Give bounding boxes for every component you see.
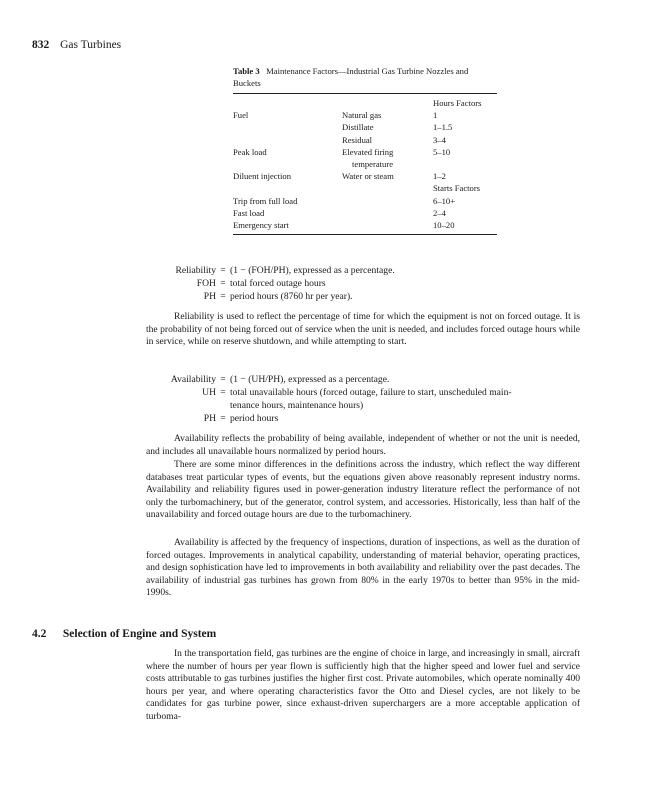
formula-rhs: total forced outage hours xyxy=(230,278,326,289)
table-cell-factor: Fuel xyxy=(233,110,249,121)
paragraph-availability: Availability reflects the probability of being available, independent of whether or not the unit is needed, and includes all unavailable hours normalized by period hours. xyxy=(146,433,580,457)
table-row xyxy=(233,97,497,109)
table-cell-factor: Emergency start xyxy=(233,220,289,231)
formula-rhs: (1 − (FOH/PH), expressed as a percentage. xyxy=(230,265,395,276)
formula-rhs: tenance hours, maintenance hours) xyxy=(230,400,364,411)
section-heading xyxy=(32,628,216,640)
table-cell-value: 10–20 xyxy=(433,220,455,231)
paragraph-transportation: In the transportation field, gas turbines are the engine of choice in large, and increasingly in small, aircraft where the number of hours per year flown is sufficiently high that the higher speed and lower fuel and service costs attributable to gas turbines justifies the higher first cost. Private automobiles, which operate nominally 400 hours per year, and where operating characteristics favor the Otto and Diesel cycles, are not likely to be candidates for gas turbine power, since exhaust-driven superchargers are a more acceptable application of turboma- xyxy=(146,648,580,722)
formula-rhs: period hours xyxy=(230,413,279,424)
formula-line: UH = total unavailable hours (forced outage, failure to start, unscheduled main- xyxy=(146,386,512,399)
table-row xyxy=(233,207,497,219)
table-cell-value: 6–10+ xyxy=(433,195,456,206)
table-bottom-rule xyxy=(233,234,497,235)
paragraph-reliability: Reliability is used to reflect the percentage of time for which the equipment is not on forced outage. It is the probability of not being forced out of service when the unit is needed, and includes forced outage hours while in service, while on reserve shutdown, and while attempting to start. xyxy=(146,311,580,348)
formula-line: PH = period hours (8760 hr per year). xyxy=(146,290,395,303)
availability-formula xyxy=(146,373,512,425)
formula-line xyxy=(146,399,512,412)
formula-lhs: UH xyxy=(202,387,216,398)
table-cell-condition: Water or steam xyxy=(342,171,394,182)
formula-rhs: period hours (8760 hr per year). xyxy=(230,291,353,302)
table-row xyxy=(233,121,497,133)
paragraph-definitions: There are some minor differences in the definitions across the industry, which reflect the way different databases treat particular types of events, but the equations given above reasonably represent industry norms. Availability and reliability figures used in power-generation industry literature reflect the performance of not only the turbomachinery, but of the generator, control system, and accessories. Historically, less than half of the unavailability and forced outage hours are due to the turbomachinery. xyxy=(146,459,580,521)
paragraph-inspections: Availability is affected by the frequency of inspections, duration of inspections, as well as the duration of forced outages. Improvements in analytical capability, understanding of material behavior, operating practices, and design sophistication have led to improvements in both availability and reliability over the past decades. The availability of industrial gas turbines has grown from 80% in the early 1970s to better than 95% in the mid-1990s. xyxy=(146,537,580,599)
formula-lhs: PH xyxy=(203,413,216,424)
table-caption-text: Maintenance Factors—Industrial Gas Turbine Nozzles and Buckets xyxy=(233,66,469,88)
formula-rhs: (1 − (UH/PH), expressed as a percentage. xyxy=(230,374,390,385)
table-row xyxy=(233,158,497,170)
running-header xyxy=(32,39,121,51)
table-row xyxy=(233,109,497,121)
table-cell-condition: temperature xyxy=(352,159,394,170)
table-cell-factor: Fast load xyxy=(233,207,265,218)
starts-factors-header: Starts Factors xyxy=(433,183,481,194)
table-cell-condition: Residual xyxy=(342,134,373,145)
section-number: 4.2 xyxy=(32,628,47,640)
table-label: Table 3 xyxy=(233,66,260,76)
table-cell-condition: Distillate xyxy=(342,122,374,133)
formula-lhs: Availability xyxy=(170,374,216,385)
table-cell-value: 3–4 xyxy=(433,134,446,145)
table-cell-value: 1–2 xyxy=(433,171,446,182)
table-body xyxy=(233,97,497,231)
table-cell-value: 1 xyxy=(433,110,438,121)
hours-factors-header: Hours Factors xyxy=(433,98,482,108)
table-cell-factor: Trip from full load xyxy=(233,195,298,206)
table-row xyxy=(233,219,497,231)
formula-line: FOH = total forced outage hours xyxy=(146,277,395,290)
table-top-rule xyxy=(233,93,497,94)
table-cell-value: 1–1.5 xyxy=(433,122,453,133)
table-cell-value xyxy=(433,158,497,170)
formula-line: Reliability = (1 − (FOH/PH), expressed as a percentage. xyxy=(146,264,395,277)
table-cell-condition: Natural gas xyxy=(342,110,382,121)
formula-lhs: PH xyxy=(203,291,216,302)
table-cell-value: 2–4 xyxy=(433,207,446,218)
table-cell-factor xyxy=(233,158,342,170)
table-caption xyxy=(233,65,497,89)
page-number: 832 xyxy=(32,39,50,51)
table-cell-factor xyxy=(233,134,342,146)
table-row xyxy=(233,146,497,158)
table-cell-value: 5–10 xyxy=(433,146,451,157)
table-row xyxy=(233,182,497,194)
table-row xyxy=(233,134,497,146)
table-row xyxy=(233,195,497,207)
table-row xyxy=(233,170,497,182)
table-cell-factor: Peak load xyxy=(233,146,267,157)
formula-line: Availability = (1 − (UH/PH), expressed as a percentage. xyxy=(146,373,512,386)
table-cell-factor xyxy=(233,121,342,133)
formula-rhs: total unavailable hours (forced outage, failure to start, unscheduled main- xyxy=(230,387,512,398)
table-cell-condition: Elevated firing xyxy=(342,146,394,157)
running-title: Gas Turbines xyxy=(60,39,122,51)
formula-lhs: FOH xyxy=(196,278,216,289)
reliability-formula xyxy=(146,264,395,303)
table-cell-factor: Diluent injection xyxy=(233,171,291,182)
formula-lhs: Reliability xyxy=(175,265,216,276)
maintenance-factors-table xyxy=(233,65,497,235)
section-title: Selection of Engine and System xyxy=(62,628,217,640)
formula-line: PH = period hours xyxy=(146,412,512,425)
